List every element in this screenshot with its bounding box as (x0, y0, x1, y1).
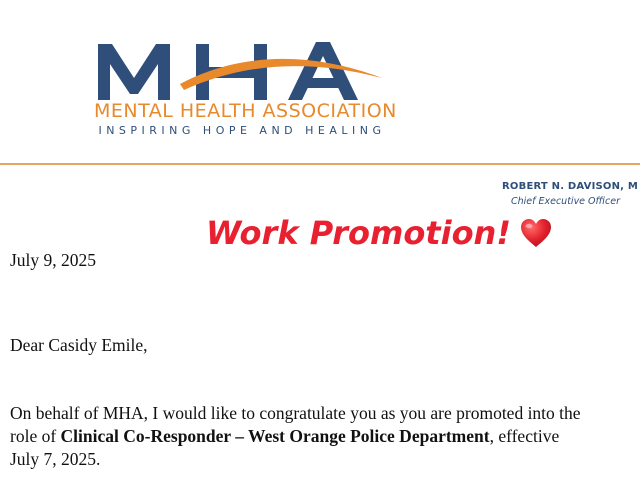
caption-text: Work Promotion! (206, 214, 511, 252)
letter-salutation: Dear Casidy Emile, (10, 335, 148, 355)
letter-body-line: July 7, 2025. (10, 449, 101, 469)
letter-body-line (10, 426, 559, 447)
red-heart-icon (519, 217, 553, 249)
mha-logo (92, 34, 397, 146)
role-title: Clinical Co-Responder – West Orange Police Department (60, 426, 490, 446)
signer-title: Chief Executive Officer (510, 196, 620, 207)
work-promotion-caption (206, 214, 553, 252)
org-tagline: INSPIRING HOPE AND HEALING (98, 124, 386, 137)
body-text: role of (10, 426, 61, 446)
header-divider (0, 163, 640, 165)
letterhead-signer (502, 181, 638, 207)
body-text: , effective (489, 426, 560, 446)
signer-name: ROBERT N. DAVISON, M (502, 181, 638, 192)
mha-logo-mark (92, 34, 392, 106)
letter-date: July 9, 2025 (10, 250, 97, 270)
letter-body-line: On behalf of MHA, I would like to congratulate you as you are promoted into the (10, 403, 581, 423)
orange-swoosh (180, 59, 382, 90)
org-name: MENTAL HEALTH ASSOCIATION (94, 100, 397, 122)
